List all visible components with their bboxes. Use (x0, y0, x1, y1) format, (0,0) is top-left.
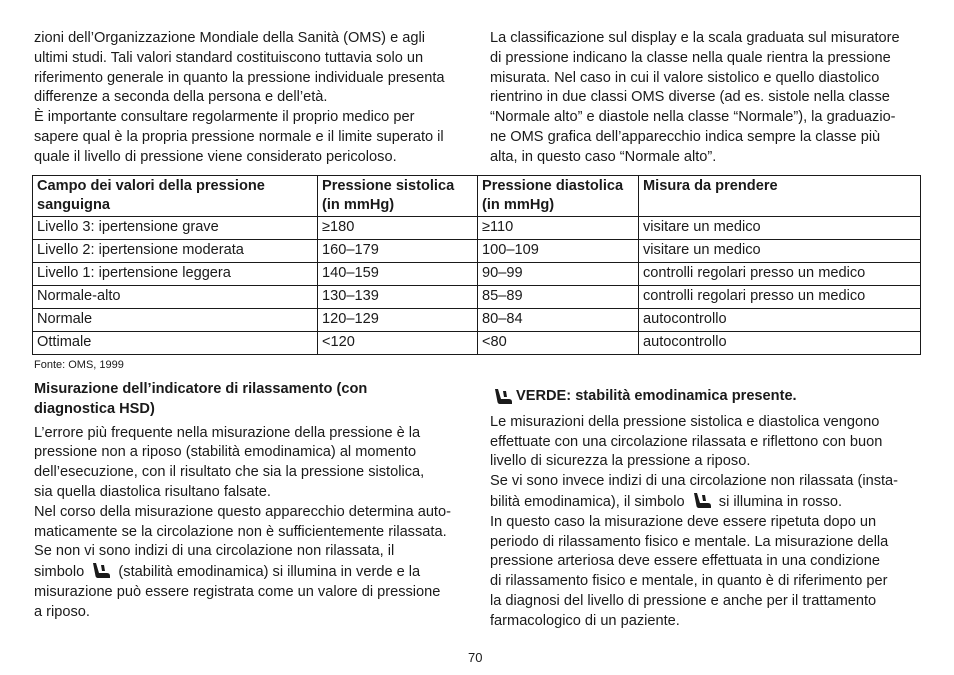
text-line: ultimi studi. Tali valori standard costituiscono tuttavia solo un (34, 49, 424, 66)
table-row (33, 263, 921, 286)
table-row (33, 286, 921, 309)
table-row (33, 332, 921, 355)
table-cell: Ottimale (33, 332, 318, 355)
text-line: la diagnosi del livello di pressione e anche per il trattamento (490, 592, 877, 609)
text-line: Se non vi sono indizi di una circolazione non rilassata, il (34, 543, 395, 560)
text-line: In questo caso la misurazione deve essere ripetuta dopo un (490, 513, 877, 530)
table-cell: 120–129 (318, 309, 478, 332)
relaxation-seat-icon (90, 562, 112, 580)
relaxation-seat-icon (492, 388, 514, 406)
table-cell: ≥180 (318, 217, 478, 240)
intro-right-column (490, 29, 922, 168)
table-row (33, 309, 921, 332)
table-cell: controlli regolari presso un medico (639, 286, 921, 309)
text-line: sapere qual è la propria pressione normale e il limite superato il (34, 128, 444, 145)
hsd-section (34, 380, 466, 623)
table-row (33, 217, 921, 240)
header-systolic: Pressione sistolica (in mmHg) (318, 176, 478, 217)
relaxation-seat-icon (691, 492, 713, 510)
verde-heading: VERDE: stabilità emodinamica presente. (490, 387, 922, 407)
text-line: farmacologico di un paziente. (490, 612, 680, 629)
table-source-note: Fonte: OMS, 1999 (34, 359, 124, 371)
table-cell: Normale (33, 309, 318, 332)
table-row (33, 240, 921, 263)
table-cell: controlli regolari presso un medico (639, 263, 921, 286)
text-line: dell’esecuzione, con il risultato che sia la pressione sistolica, (34, 464, 425, 481)
table-cell: <120 (318, 332, 478, 355)
blood-pressure-table (32, 175, 921, 355)
table-cell: 140–159 (318, 263, 478, 286)
verde-section (490, 387, 922, 632)
table-cell: 90–99 (478, 263, 639, 286)
text-line: “Normale alto” e diastole nella classe “Normale”), la graduazio- (490, 109, 896, 126)
table-cell: visitare un medico (639, 240, 921, 263)
text-line: riferimento generale in quanto la pressione individuale presenta (34, 69, 445, 86)
text-line: simbolo (stabilità emodinamica) si illumina in verde e la (34, 564, 421, 581)
text-line: periodo di rilassamento fisico e mentale. La misurazione della (490, 533, 889, 550)
page-number: 70 (468, 650, 483, 665)
text-line: effettuate con una circolazione rilassata e riflettono con buon (490, 433, 883, 450)
table-cell: <80 (478, 332, 639, 355)
text-line: È importante consultare regolarmente il proprio medico per (34, 109, 415, 126)
text-line: di rilassamento fisico e mentale, in quanto è di riferimento per (490, 573, 888, 590)
table-cell: 160–179 (318, 240, 478, 263)
text-line: Le misurazioni della pressione sistolica e diastolica vengono (490, 413, 880, 430)
text-line: La classificazione sul display e la scala graduata sul misuratore (490, 30, 900, 46)
text-line: differenze a seconda della persona e dell’età. (34, 89, 328, 106)
text-line: sia quella diastolica risultano falsate. (34, 483, 271, 500)
hsd-heading: Misurazione dell’indicatore di rilassamento (con diagnostica HSD) (34, 381, 368, 417)
table-cell: autocontrollo (639, 309, 921, 332)
text-line: pressione arteriosa deve essere effettuata in una condizione (490, 553, 880, 570)
text-line: misurazione può essere registrata come un valore di pressione (34, 583, 441, 600)
text-line: Nel corso della misurazione questo apparecchio determina auto- (34, 503, 451, 520)
text-line: Se vi sono invece indizi di una circolazione non rilassata (insta- (490, 473, 899, 490)
text-line: di pressione indicano la classe nella quale rientra la pressione (490, 49, 891, 66)
text-line: quale il livello di pressione viene considerato pericoloso. (34, 148, 397, 165)
table-cell: 85–89 (478, 286, 639, 309)
text-line: livello di sicurezza la pressione a riposo. (490, 453, 751, 470)
text-line: alta, in questo caso “Normale alto”. (490, 148, 717, 165)
table-cell: 130–139 (318, 286, 478, 309)
text-line: zioni dell’Organizzazione Mondiale della Sanità (OMS) e agli (34, 30, 425, 46)
header-diastolic: Pressione diastolica (in mmHg) (478, 176, 639, 217)
text-line: a riposo. (34, 603, 90, 620)
text-line: rientrino in due classi OMS diverse (ad es. sistole nella classe (490, 89, 890, 106)
table-cell: Livello 2: ipertensione moderata (33, 240, 318, 263)
header-pressure-range: Campo dei valori della pressione sanguigna (33, 176, 318, 217)
table-cell: ≥110 (478, 217, 639, 240)
text-line: bilità emodinamica), il simbolo si illumina in rosso. (490, 493, 843, 510)
table-cell: autocontrollo (639, 332, 921, 355)
header-action: Misura da prendere (639, 176, 921, 217)
table-header-row (33, 176, 921, 217)
text-line: pressione non a riposo (stabilità emodinamica) al momento (34, 444, 417, 461)
text-line: L’errore più frequente nella misurazione della pressione è la (34, 424, 421, 441)
table-cell: Normale-alto (33, 286, 318, 309)
table-cell: Livello 1: ipertensione leggera (33, 263, 318, 286)
table-cell: 80–84 (478, 309, 639, 332)
text-line: maticamente se la circolazione non è sufficientemente rilassata. (34, 523, 447, 540)
table-cell: 100–109 (478, 240, 639, 263)
text-line: ne OMS grafica dell’apparecchio indica sempre la classe più (490, 128, 881, 145)
intro-left-column (34, 29, 466, 168)
text-line: misurata. Nel caso in cui il valore sistolico e quello diastolico (490, 69, 880, 86)
table-cell: visitare un medico (639, 217, 921, 240)
table-cell: Livello 3: ipertensione grave (33, 217, 318, 240)
